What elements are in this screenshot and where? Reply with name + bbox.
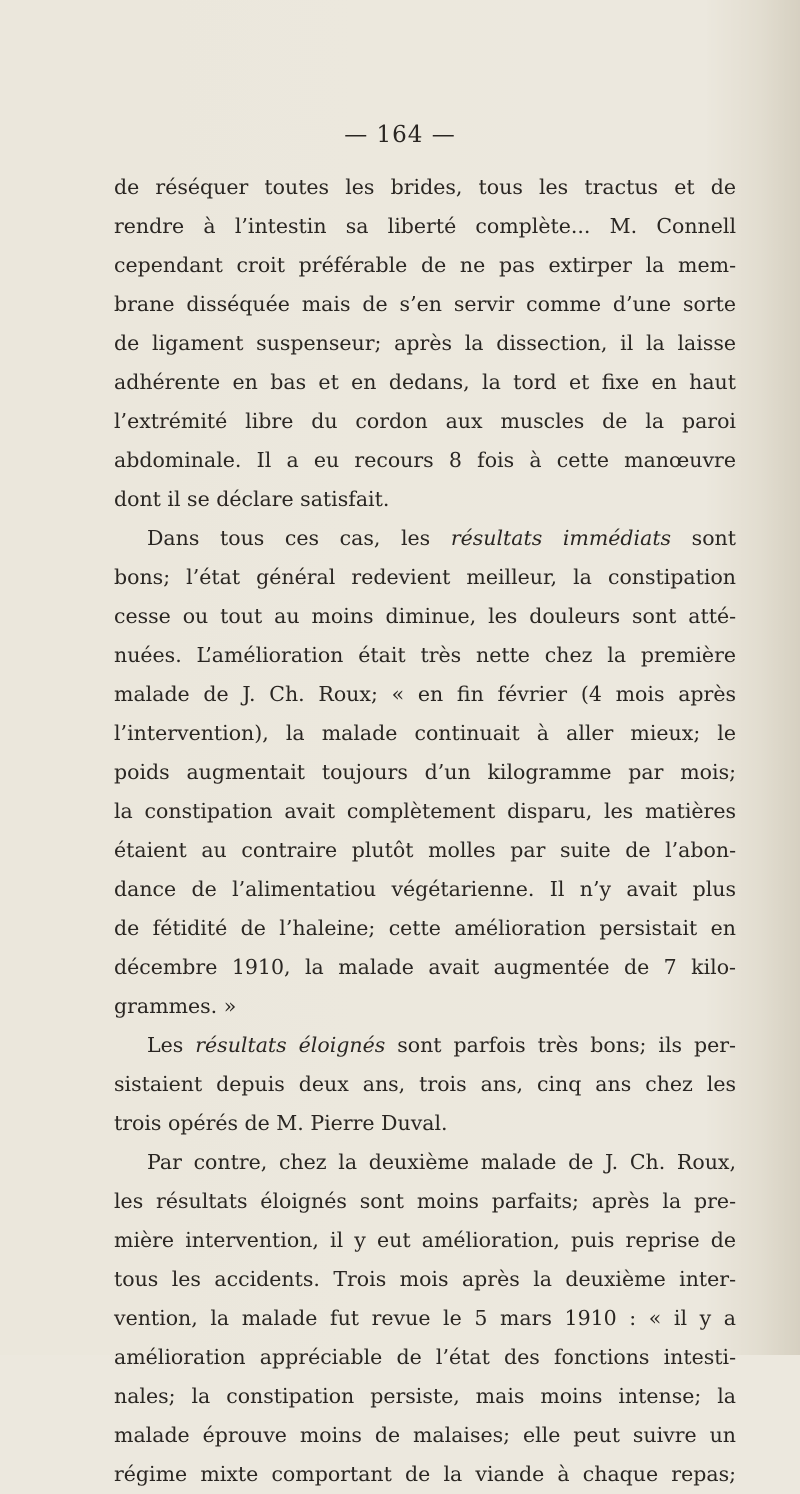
- text-line: dance de l’alimentatiou végétarienne. Il n’y avait plus: [114, 877, 736, 901]
- text-line: adhérente en bas et en dedans, la tord et fixe en haut: [114, 370, 736, 394]
- body-text: [114, 168, 736, 1494]
- text-line: dont il se déclare satisfait.: [114, 487, 390, 511]
- text-line: l’extrémité libre du cordon aux muscles de la paroi: [114, 409, 736, 433]
- text-line: cesse ou tout au moins diminue, les douleurs sont atté-: [114, 604, 736, 628]
- emphasized-phrase: résultats immédiats: [450, 526, 672, 550]
- text-line: bons; l’état général redevient meilleur, la constipation: [114, 565, 736, 589]
- text-line: vention, la malade fut revue le 5 mars 1910 : « il y a: [114, 1306, 736, 1330]
- text-line: sistaient depuis deux ans, trois ans, cinq ans chez les: [114, 1072, 736, 1096]
- text-line: de ligament suspenseur; après la dissection, il la laisse: [114, 331, 736, 355]
- text-line: [114, 519, 736, 558]
- text-line: [114, 1026, 736, 1065]
- text-line: nuées. L’amélioration était très nette chez la première: [114, 643, 736, 667]
- text-line: décembre 1910, la malade avait augmentée de 7 kilo-: [114, 955, 736, 979]
- text-line: les résultats éloignés sont moins parfaits; après la pre-: [114, 1189, 736, 1213]
- text-line: l’intervention), la malade continuait à aller mieux; le: [114, 721, 736, 745]
- text-line: trois opérés de M. Pierre Duval.: [114, 1111, 448, 1135]
- text-line: rendre à l’intestin sa liberté complète... M. Connell: [114, 214, 736, 238]
- text-line: tous les accidents. Trois mois après la deuxième inter-: [114, 1267, 736, 1291]
- text-line: grammes. »: [114, 994, 237, 1018]
- text-segment: Les: [147, 1033, 196, 1057]
- text-line: cependant croit préférable de ne pas extirper la mem-: [114, 253, 736, 277]
- text-line: la constipation avait complètement disparu, les matières: [114, 799, 736, 823]
- text-line: brane disséquée mais de s’en servir comme d’une sorte: [114, 292, 736, 316]
- text-line: de réséquer toutes les brides, tous les tractus et de: [114, 175, 736, 199]
- emphasized-phrase: résultats éloignés: [195, 1033, 386, 1057]
- text-line: amélioration appréciable de l’état des fonctions intesti-: [114, 1345, 736, 1369]
- text-line: malade éprouve moins de malaises; elle peut suivre un: [114, 1423, 736, 1447]
- text-line: mière intervention, il y eut amélioration, puis reprise de: [114, 1228, 736, 1252]
- text-segment: sont: [671, 526, 736, 550]
- text-line: malade de J. Ch. Roux; « en fin février (4 mois après: [114, 682, 736, 706]
- text-line: régime mixte comportant de la viande à chaque repas;: [114, 1462, 736, 1486]
- text-segment: sont parfois très bons; ils per-: [385, 1033, 736, 1057]
- text-line: nales; la constipation persiste, mais moins intense; la: [114, 1384, 736, 1408]
- text-line: abdominale. Il a eu recours 8 fois à cette manœuvre: [114, 448, 736, 472]
- text-line: étaient au contraire plutôt molles par suite de l’abon-: [114, 838, 736, 862]
- text-segment: Dans tous ces cas, les: [147, 526, 451, 550]
- page-number: — 164 —: [344, 122, 456, 148]
- text-line: Par contre, chez la deuxième malade de J. Ch. Roux,: [147, 1150, 736, 1174]
- text-line: de fétidité de l’haleine; cette amélioration persistait en: [114, 916, 736, 940]
- text-line: poids augmentait toujours d’un kilogramme par mois;: [114, 760, 736, 784]
